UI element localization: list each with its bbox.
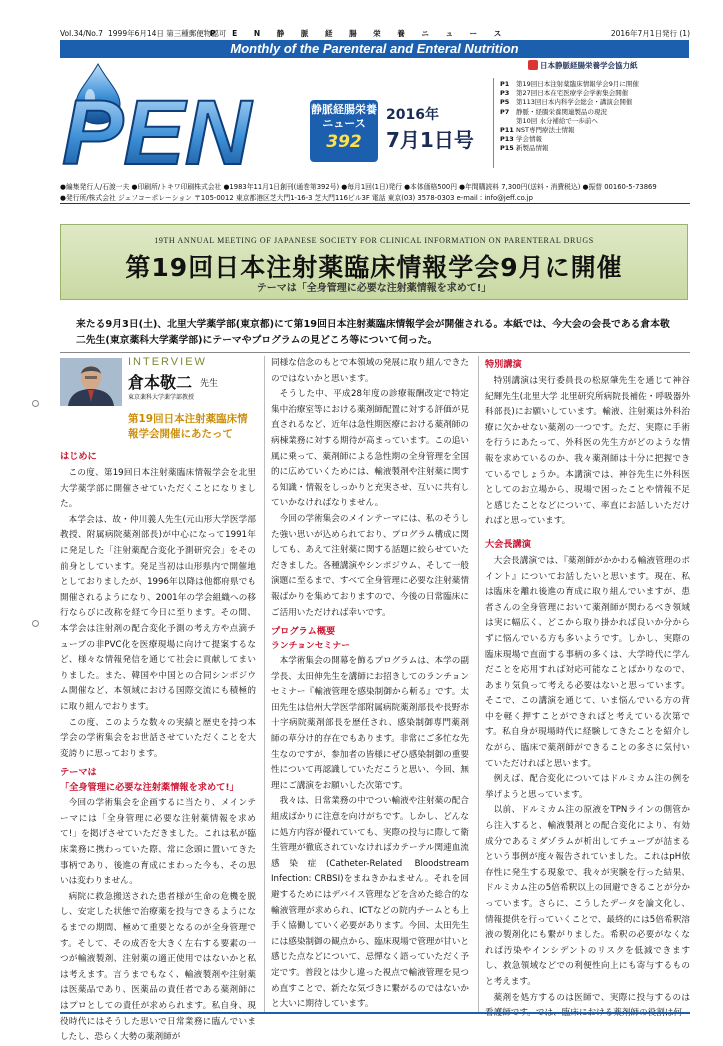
paragraph: 同様な信念のもとで本領域の発展に取り組んできたのではないかと思います。 <box>271 358 469 384</box>
badge-line1: 静脈経腸栄養 <box>311 103 377 116</box>
masthead-divider <box>493 78 494 168</box>
lead-rule <box>60 352 690 353</box>
column-divider <box>478 356 479 1012</box>
section-heading: テーマは <box>60 767 97 779</box>
section-heading: はじめに <box>60 451 97 462</box>
issue-year: 2016年 <box>386 107 439 123</box>
badge-line2: ニュース <box>322 117 366 130</box>
toc-item[interactable]: P13 学会情報 <box>500 135 542 144</box>
toc-item[interactable]: 第10回 水分補給で一歩前へ <box>516 116 598 125</box>
paragraph: 本学術集会の開幕を飾るプログラムは、本学の副学長、太田伸先生を講師にお招きしてのランチョンセミナー『輸液管理を感染制御から斬る』です。太田先生は信州大学医学部附属病院薬剤部長や長野赤十字病院薬剤部長を歴任され、感染制御専門薬剤師の草分け的存在でもあります。非常にご多忙な先生なのですが、参加者の皆様にぜひ感染制御の重要性について再認識していただこうと思い、今回、無理にご講演をお願いした次第です。 <box>271 656 469 791</box>
table-of-contents <box>500 80 700 154</box>
paragraph: 今回の学術集会を企画するに当たり、メインテーマには「全身管理に必要な注射薬情報を求めて!」を掲げさせていただきました。これは私が臨床業務に携わっていた際、常に念頭に置いてきた事柄であり、後進の育成にまわった今も、その思いは変わりません。 <box>60 798 256 887</box>
interview-topic: 第19回日本注射薬臨床情報学会開催にあたって <box>128 413 248 440</box>
paragraph: 病院に救急搬送された患者様が生命の危機を脱し、安定した状態で治療薬を投与できるようになるまでの期間、極めて重要となるのが全身管理です。そして、その成否を大きく左右する要素の一つが輸液製剤、注射薬の適正使用ではないかと私は考えます。言うまでもなく、輸液製剤や注射薬は医薬品であり、医薬品の責任者である薬剤師にはプロとしての責任が求められます。私自身、現役時代にはそうした思いで日常業務に臨んでいましたし、恐らく大勢の薬剤師が <box>60 891 256 1043</box>
paragraph: 以前、ドルミカム注の原液をTPNラインの側管から注入すると、輸液製剤との配合変化により、有効成分であるミダゾラムが析出してチューブが詰まるという事例が度々報告されていました。これはpH依存性に発生する現象で、我々が実験を行った結果、ドルミカム注の5倍希釈以上の回避できることが分かっています。さらに、こうしたデータを論文化し、情報提供を行っていくことで、最終的には5倍希釈溶液の製剤化にも繋がりました。希釈の必要がなくなれば汚染やインシデントのリスクを低減できますし、救急領域などでの利便性向上にも寄与するものと考えます。 <box>485 805 690 987</box>
paragraph: 今回の学術集会のメインテーマには、私のそうした強い思いが込められており、プログラム構成に関しても、あえて注射薬に関する話題に絞らせていただきました。各種講演やシンポジウム、そして一般演題に至るまで、すべて全身管理に必要な注射薬情報ばかりを集めておりますので、今後の日常臨床にご活用いただければ幸いです。 <box>271 513 469 618</box>
interview-label: INTERVIEW <box>128 356 207 368</box>
article-column-1 <box>60 448 256 1046</box>
section-heading: 「全身管理に必要な注射薬情報を求めて!」 <box>60 782 239 794</box>
footer-rule <box>60 1012 690 1014</box>
subsection-heading: ランチョンセミナー <box>271 641 350 652</box>
paragraph: 特別講演は実行委員長の松原肇先生を通じて神谷紀輝先生(北里大学 北里研究所病院長補佐・呼吸器外科部長)にお願いしています。輸液、注射薬は外科治療に欠かせない薬剤の一つです。ただ、実際に手術を行うにあたって、外科医の先生方がどのような情報を求めているのか、我々薬剤師は十分に把握できているでしょうか。本講演では、神谷先生に外科医としてのお立場から、現場で困ったことや情報不足と感じたことなどについて、率直にお話しいただければと思っています。 <box>485 376 690 527</box>
issued-note: 1999年6月14日 第三種郵便物認可 <box>108 29 227 38</box>
paper-name: P E N 静 脈 経 腸 栄 養 ニ ュ ー ス <box>210 29 509 38</box>
interviewee-honorific: 先生 <box>200 379 219 389</box>
paragraph: この度、このような数々の実績と歴史を持つ本学会の学術集会をお世話させていただくことを大変誇りに思っております。 <box>60 717 256 759</box>
imprint-line2: ●発行所/株式会社 ジェフコーポレーション 〒105-0012 東京都港区芝大門1-16-3 芝大門116ビル3F 電話 東京(03) 3578-0303 e-mail : info@jeff.co.jp <box>60 193 533 202</box>
section-heading: 特別講演 <box>485 359 522 370</box>
binder-hole-icon <box>32 620 39 627</box>
article-column-3 <box>485 356 690 1022</box>
binder-hole-icon <box>32 400 39 407</box>
section-heading: 大会長講演 <box>485 538 531 550</box>
paragraph: そうした中、平成28年度の診療報酬改定で特定集中治療室等における薬剤師配置に対する評価が見直されるなど、近年は急性期医療における薬剤師の病棟業務に対する期待が高まっています。この追い風に乗って、薬剤師による急性期の全身管理を全国的に広めていくためには、輸液製剤や注射薬に関する知識・情報をしっかりと充実させ、互いに共有していかなければなりません。 <box>271 389 469 509</box>
header-rule <box>60 203 690 204</box>
pen-logo <box>58 60 318 184</box>
imprint-line1: ●編集発行人/石渡一夫 ●印刷所/トキワ印刷株式会社 ●1983年11月1日創刊(通巻第392号) ●毎月1回(1日)発行 ●本体価格500円 ●年間購読料 7,300円(送料・消費税込) ●振替 00160-5-73869 <box>60 183 657 191</box>
section-heading: プログラム概要 <box>271 626 336 638</box>
association-name: 日本静脈経腸栄養学会協力紙 <box>540 61 638 70</box>
volume-label: Vol.34/No.7 <box>60 29 103 38</box>
interviewee-affiliation: 東京薬科大学薬学部教授 <box>128 394 195 401</box>
subtitle-bar: Monthly of the Parenteral and Enteral Nutrition <box>60 40 689 58</box>
column-divider <box>264 356 265 1012</box>
toc-item[interactable]: P15 新製品情報 <box>500 144 549 153</box>
toc-item[interactable]: P3 第27回日本在宅医療学会学術集会開催 <box>500 89 629 98</box>
paragraph: 我々は、日常業務の中でつい輸液や注射薬の配合組成ばかりに注意を向けがちです。しかし、どんなに処方内容が優れていても、実際の投与に際して衛生管理が徹底されていなければカテーテル関連血流感染症(Catheter-Related Bloodstream Infection: CRBSI)をまねきかねません。それを回避するためにはデバイス管理などを含めた総合的な輸液管理が求められ、ICTなどの院内チームとも上手く協働していく必要があります。今回、太田先生には感染制御の観点から、臨床現場で管理が甘いと感じた点などについて、忌憚なく語っていただく予定です。普段とは少し違った視点で輸液管理を見つめ直すことで、新たな気づきに繋がるのではないかと大いに期待しています。 <box>271 796 469 1010</box>
association-logo-icon <box>528 60 538 70</box>
paragraph: 例えば、配合変化についてはドルミカム注の例を挙げようと思っています。 <box>485 774 690 800</box>
interviewee-name: 倉本敬二 <box>128 373 193 392</box>
paragraph: 大会長講演では、『薬剤師がかかわる輸液管理のポイント』についてお話したいと思います。現在、私は臨床を離れ後進の育成に取り組んでいますが、患者さんの全身管理において薬剤師が関わるべき領域は実に幅広く、どこから取り掛かれば良いか分からずに悩んでいる方も多いようです。しかし、実際の臨床現場で直面する事柄の多くは、大学時代に学んだことを応用すれば対応可能なことばかりなので、あまり気負って考える必要はないと思っています。そこで、この講演を通じて、いま悩んでいる方の背中を軽く押すことができればと考えている次第です。私自身が現場時代に経験してきたことを紹介しながら、臨床で薬剤師ができることの多さに気付いていただければと思います。 <box>485 555 690 769</box>
toc-item[interactable]: P5 第113回日本内科学会総会・講演会開催 <box>500 98 633 107</box>
paragraph: この度、第19回日本注射薬臨床情報学会を北里大学薬学部に開催させていただくことになりました。 <box>60 468 256 510</box>
date-page: 2016年7月1日発行 (1) <box>610 29 690 38</box>
article-column-2 <box>271 356 469 1013</box>
lead-paragraph: 来たる9月3日(土)、北里大学薬学部(東京都)にて第19回日本注射薬臨床情報学会が開催される。本紙では、今大会の会長である倉本敬二先生(東京薬科大学薬学部)にテーマやプログラムの見どころ等について伺った。 <box>76 319 670 346</box>
portrait-photo <box>60 358 122 406</box>
headline-english: 19TH ANNUAL MEETING OF JAPANESE SOCIETY FOR CLINICAL INFORMATION ON PARENTERAL DRUGS <box>154 236 594 245</box>
issue-date: 7月1日号 <box>386 128 474 152</box>
headline-theme: テーマは「全身管理に必要な注射薬情報を求めて!」 <box>256 283 492 294</box>
paragraph: 本学会は、故・仲川義人先生(元山形大学医学部教授、附属病院薬剤部長)が中心になって1991年に発足した「注射薬配合変化予測研究会」をその前身としています。発足当初は山形県内で開催地としておりましたが、1996年以降は他都府県でも開催されるようになり、2001年の学会組織への移行ならびに改称を経て今日に至ります。その間、本学会は注射剤の配合変化予測の考え方や点滴チューブの非PVC化を医療現場に向けて提案するなど、様々な情報発信を通じて社会に貢献してまいりました。また、韓国や中国との合同シンポジウム開催など、本領域における国際交流にも積極的に取り組んでおります。 <box>60 514 256 712</box>
toc-item[interactable]: P1 第19回日本注射薬臨床情報学会9月に開催 <box>500 80 639 88</box>
badge-number: 392 <box>326 132 362 152</box>
headline-title: 第19回日本注射薬臨床情報学会9月に開催 <box>125 253 623 282</box>
issue-badge <box>310 100 378 162</box>
toc-item[interactable]: P7 静脈・経腸栄養関連製品の現況 <box>500 107 607 116</box>
toc-item[interactable]: P11 NST専門療法士情報 <box>500 126 575 135</box>
svg-text:PEN: PEN <box>62 82 252 184</box>
top-strip <box>60 28 690 40</box>
imprint <box>60 182 690 203</box>
paragraph: 薬剤を処方するのは医師で、実際に投与するのは <box>493 992 690 1003</box>
